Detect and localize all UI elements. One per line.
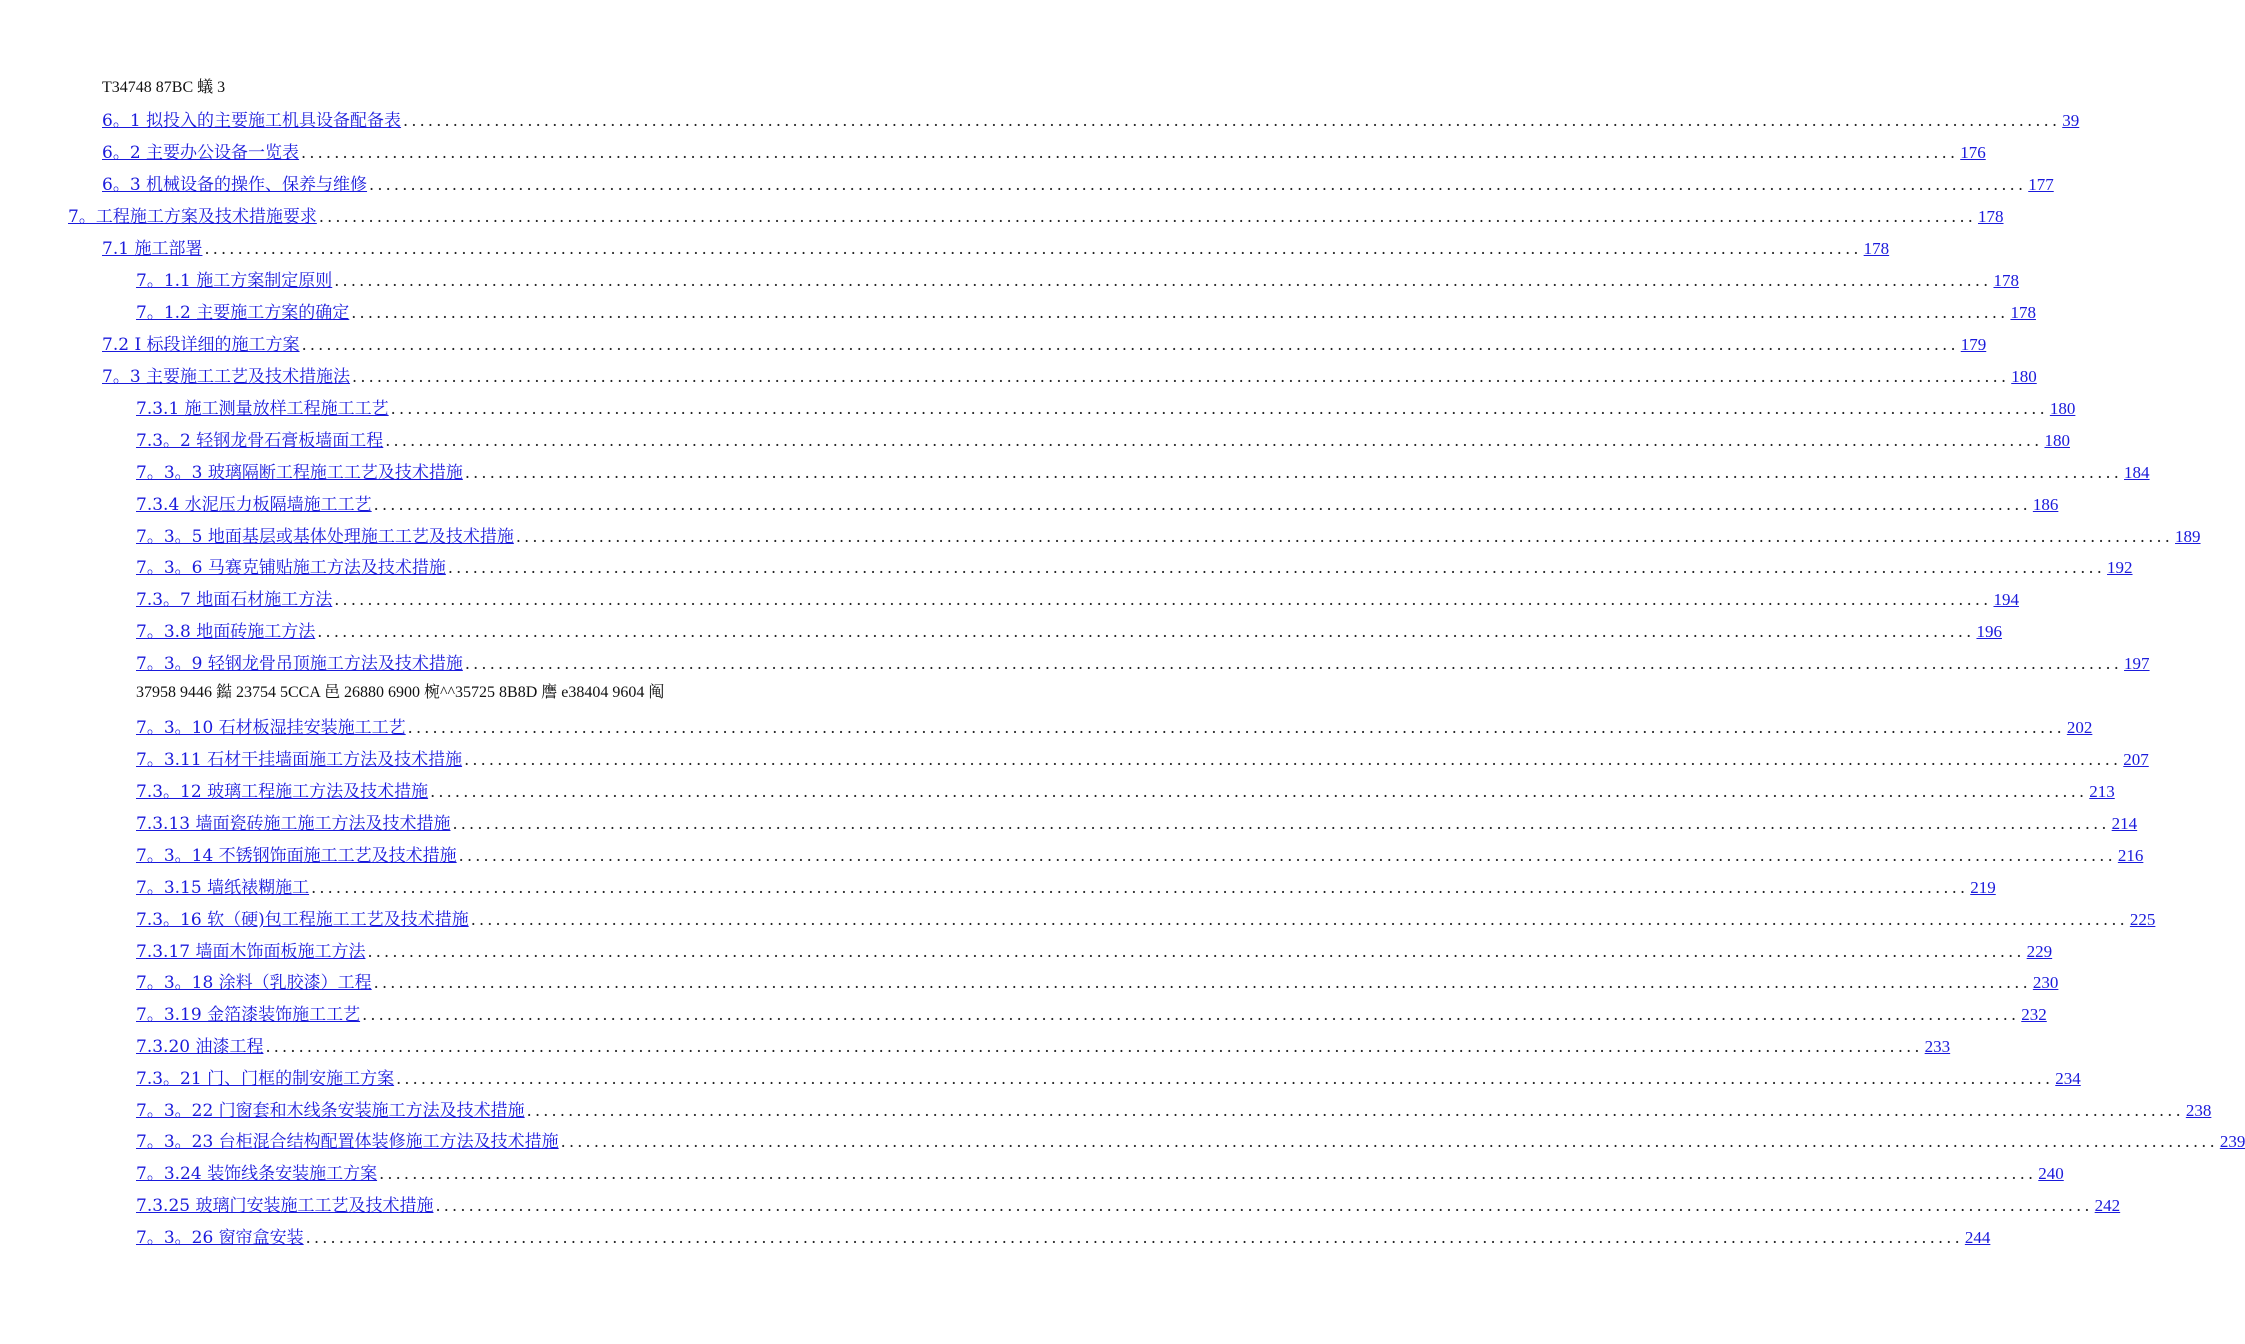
toc-entry-title[interactable]: 7.3.13 墙面瓷砖施工施工方法及技术措施 <box>136 814 451 834</box>
leader-dots: ........................................................................................................................................................................................................ <box>407 718 2065 737</box>
leader-dots: ........................................................................................................................................................................................................ <box>464 654 2123 673</box>
toc-row <box>0 999 2047 1029</box>
toc-row <box>0 616 2002 646</box>
toc-page-number[interactable]: 39 <box>2062 111 2080 130</box>
toc-row <box>0 1158 2064 1188</box>
toc-entry-title[interactable]: 7.3。12 玻璃工程施工方法及技术措施 <box>136 782 429 802</box>
toc-entry[interactable] <box>136 999 2047 1029</box>
toc-page-number[interactable]: 225 <box>2129 910 2156 929</box>
toc-row <box>0 1190 2121 1220</box>
toc-entry[interactable] <box>136 936 2053 966</box>
leader-dots: ........................................................................................................................................................................................................ <box>373 973 2031 992</box>
toc-page-number[interactable]: 219 <box>1970 878 1996 897</box>
toc-entry-title[interactable]: 7。3。9 轻钢龙骨吊顶施工方法及技术措施 <box>136 654 463 674</box>
leader-dots: ........................................................................................................................................................................................................ <box>458 846 2116 865</box>
toc-entry[interactable] <box>136 521 2201 551</box>
toc-entry[interactable] <box>136 1126 2245 1156</box>
toc-page-number[interactable]: 232 <box>2021 1005 2047 1024</box>
toc-entry[interactable] <box>136 1063 2081 1093</box>
toc-row <box>0 137 1986 167</box>
header-line-row <box>0 73 950 103</box>
toc-row <box>0 936 2053 966</box>
toc-entry[interactable] <box>136 872 1996 902</box>
toc-row <box>0 1222 1991 1252</box>
toc-row <box>0 872 1996 902</box>
toc-page-number[interactable]: 202 <box>2066 718 2093 737</box>
toc-page-number[interactable]: 180 <box>2011 367 2037 386</box>
toc-page-number[interactable]: 178 <box>1863 239 1890 258</box>
leader-dots: ........................................................................................................................................................................................................ <box>464 750 2122 769</box>
toc-entry[interactable] <box>136 1095 2212 1125</box>
toc-page-number[interactable]: 229 <box>2026 942 2053 961</box>
toc-row <box>0 1031 1951 1061</box>
toc-entry-title[interactable]: 6。2 主要办公设备一览表 <box>102 143 300 163</box>
toc-row <box>0 584 2019 614</box>
toc-entry-title[interactable]: 7.3。16 软（硬)包工程施工工艺及技术措施 <box>136 910 469 930</box>
leader-dots: ........................................................................................................................................................................................................ <box>334 271 1992 290</box>
toc-entry[interactable] <box>102 169 2054 199</box>
toc-entry[interactable] <box>136 297 2036 327</box>
toc-row <box>0 521 2201 551</box>
toc-row <box>0 105 2080 135</box>
toc-entry[interactable] <box>136 489 2059 519</box>
leader-dots: ........................................................................................................................................................................................................ <box>318 207 1977 226</box>
toc-page-number[interactable]: 239 <box>2219 1132 2245 1151</box>
toc-entry-title[interactable]: 7。工程施工方案及技术措施要求 <box>68 207 317 227</box>
toc-entry-title[interactable]: 7。3。6 马赛克铺贴施工方法及技术措施 <box>136 558 446 578</box>
leader-dots: ........................................................................................................................................................................................................ <box>403 111 2061 130</box>
toc-row <box>0 201 2004 231</box>
toc-entry[interactable] <box>102 137 1986 167</box>
toc-entry[interactable] <box>136 265 2019 295</box>
toc-entry[interactable] <box>102 361 2037 391</box>
toc-entry[interactable] <box>102 105 2080 135</box>
leader-dots: ........................................................................................................................................................................................................ <box>452 814 2110 833</box>
toc-row <box>0 808 2138 838</box>
toc-row <box>0 457 2150 487</box>
toc-row <box>0 712 2093 742</box>
toc-entry[interactable] <box>136 840 2144 870</box>
leader-dots: ........................................................................................................................................................................................................ <box>396 1069 2054 1088</box>
toc-row <box>0 425 2070 455</box>
leader-dots: ........................................................................................................................................................................................................ <box>352 367 2010 386</box>
leader-dots: ........................................................................................................................................................................................................ <box>470 910 2128 929</box>
toc-entry-title[interactable]: 7。3。3 玻璃隔断工程施工工艺及技术措施 <box>136 463 463 483</box>
leader-dots: ........................................................................................................................................................................................................ <box>385 431 2043 450</box>
middle-line: 37958 9446 鐑 23754 5CCA 邑 26880 6900 椀^^35725 8B8D 譍 e38404 9604 阄 <box>136 684 665 701</box>
toc-row <box>0 393 2076 423</box>
toc-entry[interactable] <box>68 201 2004 231</box>
toc-entry[interactable] <box>136 776 2115 806</box>
toc-page-number[interactable]: 177 <box>2028 175 2054 194</box>
toc-entry[interactable] <box>136 393 2076 423</box>
leader-dots: ........................................................................................................................................................................................................ <box>305 1228 1963 1247</box>
leader-dots: ........................................................................................................................................................................................................ <box>369 175 2027 194</box>
leader-dots: ........................................................................................................................................................................................................ <box>526 1101 2184 1120</box>
toc-entry[interactable] <box>136 1222 1991 1252</box>
toc-page-number[interactable]: 197 <box>2124 654 2150 673</box>
toc-entry[interactable] <box>136 425 2070 455</box>
toc-entry-title[interactable]: 7.3.4 水泥压力板隔墙施工工艺 <box>136 495 372 515</box>
toc-entry[interactable] <box>136 904 2156 934</box>
toc-page-number[interactable]: 194 <box>1993 590 2019 609</box>
toc-page-number[interactable]: 242 <box>2094 1196 2121 1215</box>
toc-entry-title[interactable]: 7。3。26 窗帘盒安装 <box>136 1228 304 1248</box>
toc-entry[interactable] <box>136 457 2150 487</box>
toc-entry-title[interactable]: 7。3 主要施工工艺及技术措施法 <box>102 367 351 387</box>
toc-entry-title[interactable]: 7。1.2 主要施工方案的确定 <box>136 303 350 323</box>
toc-page-number[interactable]: 238 <box>2185 1101 2212 1120</box>
leader-dots: ........................................................................................................................................................................................................ <box>373 495 2031 514</box>
toc-row <box>0 169 2054 199</box>
toc-page-number[interactable]: 213 <box>2089 782 2115 801</box>
leader-dots: ........................................................................................................................................................................................................ <box>317 622 1975 641</box>
toc-page-number[interactable]: 233 <box>1924 1037 1951 1056</box>
toc-entry-title[interactable]: 7.3.25 玻璃门安装施工工艺及技术措施 <box>136 1196 434 1216</box>
toc-entry-title[interactable]: 7.1 施工部署 <box>102 239 203 259</box>
toc-page-number[interactable]: 178 <box>1978 207 2004 226</box>
toc-page-number[interactable]: 216 <box>2117 846 2144 865</box>
toc-entry-title[interactable]: 7。3。10 石材板湿挂安装施工工艺 <box>136 718 406 738</box>
toc-row <box>0 329 1987 359</box>
toc-entry-title[interactable]: 7.3.20 油漆工程 <box>136 1037 264 1057</box>
leader-dots: ........................................................................................................................................................................................................ <box>379 1164 2037 1183</box>
toc-entry-title[interactable]: 7。3。14 不锈钢饰面施工工艺及技术措施 <box>136 846 457 866</box>
leader-dots: ........................................................................................................................................................................................................ <box>351 303 2009 322</box>
toc-entry[interactable] <box>136 552 2133 582</box>
toc-row <box>0 776 2115 806</box>
toc-entry[interactable] <box>136 1158 2064 1188</box>
leader-dots: ........................................................................................................................................................................................................ <box>515 527 2174 546</box>
toc-entry-title[interactable]: 7.3。2 轻钢龙骨石膏板墙面工程 <box>136 431 384 451</box>
toc-page-number[interactable]: 178 <box>2010 303 2036 322</box>
leader-dots: ........................................................................................................................................................................................................ <box>435 1196 2093 1215</box>
leader-dots: ........................................................................................................................................................................................................ <box>204 239 1862 258</box>
toc-row <box>0 265 2019 295</box>
toc-row <box>0 744 2149 774</box>
leader-dots: ........................................................................................................................................................................................................ <box>301 143 1959 162</box>
toc-row <box>0 904 2156 934</box>
toc-entry-title[interactable]: 7.3.1 施工测量放样工程施工工艺 <box>136 399 389 419</box>
toc-entry-title[interactable]: 7。3。23 台柜混合结构配置体装修施工方法及技术措施 <box>136 1132 559 1152</box>
toc-page-number[interactable]: 192 <box>2107 558 2133 577</box>
toc-page-number[interactable]: 180 <box>2044 431 2070 450</box>
toc-row <box>0 1126 2245 1156</box>
toc-entry[interactable] <box>136 967 2059 997</box>
toc-page-number[interactable]: 207 <box>2123 750 2149 769</box>
toc-entry[interactable] <box>102 233 1890 263</box>
toc-entry-title[interactable]: 7。3。18 涂料（乳胶漆）工程 <box>136 973 372 993</box>
toc-entry-title[interactable]: 7。3.15 墙纸裱糊施工 <box>136 878 310 898</box>
toc-page-number[interactable]: 176 <box>1960 143 1986 162</box>
toc-entry[interactable] <box>136 1190 2121 1220</box>
toc-row <box>0 489 2059 519</box>
leader-dots: ........................................................................................................................................................................................................ <box>390 399 2048 418</box>
leader-dots: ........................................................................................................................................................................................................ <box>560 1132 2218 1151</box>
leader-dots: ........................................................................................................................................................................................................ <box>447 558 2106 577</box>
toc-entry-title[interactable]: 6。1 拟投入的主要施工机具设备配备表 <box>102 111 402 131</box>
leader-dots: ........................................................................................................................................................................................................ <box>265 1037 1923 1056</box>
toc-row <box>0 552 2133 582</box>
toc-entry[interactable] <box>136 808 2138 838</box>
middle-line-row <box>0 678 950 708</box>
toc-page-number[interactable]: 184 <box>2124 463 2150 482</box>
toc-entry-title[interactable]: 7.3。21 门、门框的制安施工方案 <box>136 1069 395 1089</box>
toc-page-number[interactable]: 240 <box>2038 1164 2064 1183</box>
toc-page-number[interactable]: 186 <box>2032 495 2059 514</box>
toc-page-number[interactable]: 178 <box>1993 271 2019 290</box>
leader-dots: ........................................................................................................................................................................................................ <box>464 463 2123 482</box>
toc-entry[interactable] <box>136 616 2002 646</box>
toc-entry-title[interactable]: 7。3。5 地面基层或基体处理施工工艺及技术措施 <box>136 527 514 547</box>
leader-dots: ........................................................................................................................................................................................................ <box>301 335 1959 354</box>
toc-page-number[interactable]: 189 <box>2175 527 2201 546</box>
toc-entry[interactable] <box>102 329 1987 359</box>
toc-entry-title[interactable]: 7。1.1 施工方案制定原则 <box>136 271 333 291</box>
toc-entry-title[interactable]: 7。3.8 地面砖施工方法 <box>136 622 316 642</box>
toc-entry-title[interactable]: 7。3.11 石材干挂墙面施工方法及技术措施 <box>136 750 463 770</box>
leader-dots: ........................................................................................................................................................................................................ <box>311 878 1969 897</box>
toc-entry-title[interactable]: 7.2 I 标段详细的施工方案 <box>102 335 300 355</box>
toc-entry-title[interactable]: 7。3。22 门窗套和木线条安装施工方法及技术措施 <box>136 1101 525 1121</box>
toc-page-number[interactable]: 214 <box>2111 814 2138 833</box>
leader-dots: ........................................................................................................................................................................................................ <box>334 590 1992 609</box>
toc-row <box>0 967 2059 997</box>
toc-page-number[interactable]: 230 <box>2032 973 2059 992</box>
toc-entry-title[interactable]: 7.3.17 墙面木饰面板施工方法 <box>136 942 366 962</box>
toc-entry[interactable] <box>136 584 2019 614</box>
toc-entry-title[interactable]: 7。3.24 装饰线条安装施工方案 <box>136 1164 378 1184</box>
toc-entry-title[interactable]: 6。3 机械设备的操作、保养与维修 <box>102 175 368 195</box>
leader-dots: ........................................................................................................................................................................................................ <box>362 1005 2020 1024</box>
toc-entry-title[interactable]: 7.3。7 地面石材施工方法 <box>136 590 333 610</box>
toc-row <box>0 648 2150 678</box>
leader-dots: ........................................................................................................................................................................................................ <box>430 782 2088 801</box>
toc-row <box>0 233 1890 263</box>
toc-page-number[interactable]: 179 <box>1960 335 1987 354</box>
toc-page-number[interactable]: 244 <box>1964 1228 1991 1247</box>
toc-row <box>0 361 2037 391</box>
toc-page-number[interactable]: 196 <box>1976 622 2002 641</box>
toc-page-number[interactable]: 180 <box>2049 399 2076 418</box>
toc-entry[interactable] <box>136 712 2093 742</box>
leader-dots: ........................................................................................................................................................................................................ <box>367 942 2025 961</box>
toc-entry[interactable] <box>136 744 2149 774</box>
toc-row <box>0 1095 2212 1125</box>
toc-row <box>0 840 2144 870</box>
toc-entry-title[interactable]: 7。3.19 金箔漆装饰施工工艺 <box>136 1005 361 1025</box>
toc-page-number[interactable]: 234 <box>2055 1069 2081 1088</box>
toc-entry[interactable] <box>136 648 2150 678</box>
toc-entry[interactable] <box>136 1031 1951 1061</box>
toc-row <box>0 297 2036 327</box>
header-line: T34748 87BC 蟻 3 <box>102 79 226 96</box>
toc-row <box>0 1063 2081 1093</box>
